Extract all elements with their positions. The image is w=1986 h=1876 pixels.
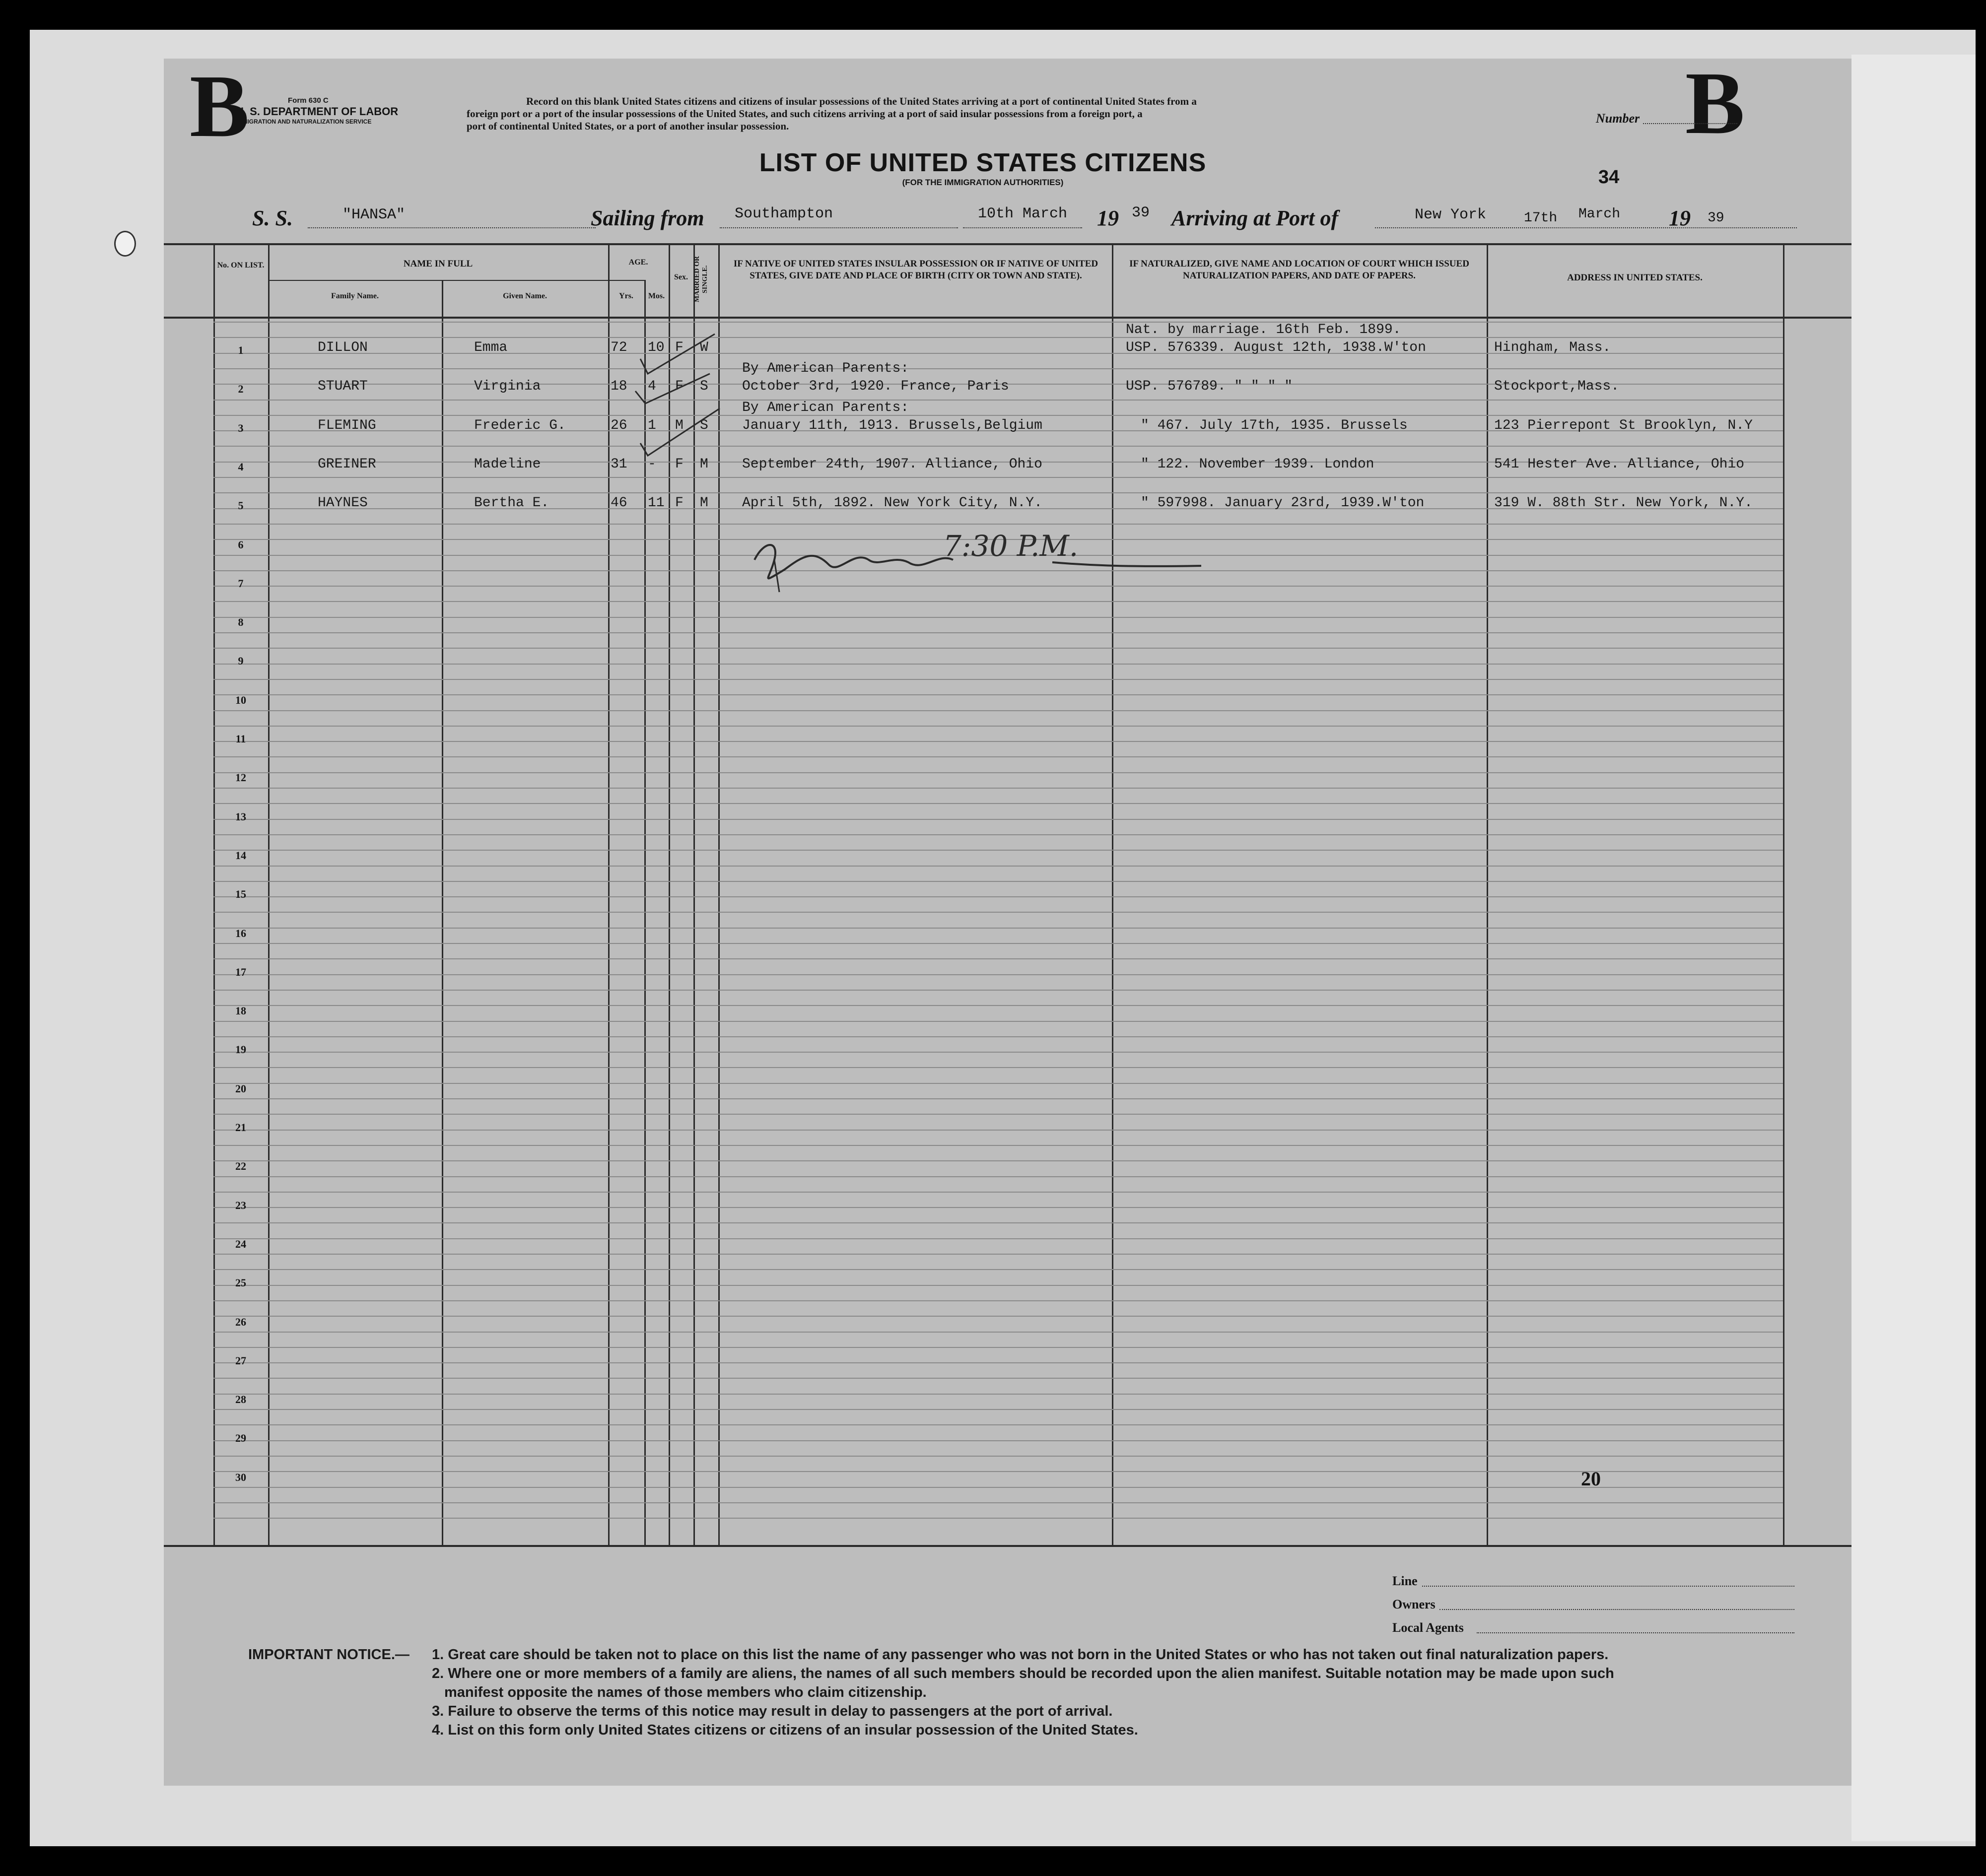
ruled-line [213,912,1783,913]
row-number: 6 [238,538,244,551]
ruled-line [213,741,1783,742]
page-number: 34 [1598,167,1620,188]
letter-mark-left: B [190,57,250,155]
row-number: 23 [235,1199,246,1211]
birth-info-cell: October 3rd, 1920. France, Paris [742,379,1009,395]
check-marks [611,329,769,478]
marital-status-cell: S [700,379,708,395]
ruled-line [213,803,1783,804]
row-number: 28 [235,1393,246,1406]
sex-header: Sex. [674,273,688,281]
ruled-line [213,1332,1783,1333]
col-border [1487,243,1488,1545]
ruled-line [213,1098,1783,1099]
sex-cell: F [675,456,684,472]
ruled-line [213,850,1783,851]
ruled-line [213,1145,1783,1146]
age-months-cell: 11 [648,495,665,511]
row-number: 1 [238,344,244,356]
given-name-cell: Virginia [474,379,541,395]
birth-info-cell: By American Parents: [742,400,909,415]
back-sheet-edge [1851,55,1976,1841]
page-title: LIST OF UNITED STATES CITIZENS [759,148,1207,177]
row-number: 11 [235,733,246,745]
age-months-cell: 4 [648,379,656,395]
ruled-line [213,1192,1783,1193]
given-name-cell: Bertha E. [474,495,549,511]
ruled-line [213,772,1783,773]
ruled-line [213,1021,1783,1022]
notice-item-2: 2. Where one or more members of a family are aliens, the names of all such members should be recorded upon the alien manifest. Suitable notation may be made upon such [432,1666,1614,1681]
naturalization-cell: " 467. July 17th, 1935. Brussels [1141,417,1408,433]
address-column-header: ADDRESS IN UNITED STATES. [1567,272,1703,283]
ruled-line [213,1130,1783,1131]
row-number: 7 [238,577,244,590]
age-header: AGE. [628,258,648,267]
sailing-date-line [963,227,1082,228]
col-border [213,243,215,1545]
total-count: 20 [1581,1468,1601,1490]
given-name-cell: Frederic G. [474,417,566,433]
birth-column-header: IF NATIVE OF UNITED STATES INSULAR POSSESSION OR IF NATIVE OF UNITED STATES, GIVE DATE AND PLACE OF BIRTH (CITY OR TOWN AND STATE). [733,259,1098,281]
row-number: 22 [235,1160,246,1173]
years-header: Yrs. [619,292,633,300]
ship-line [308,227,596,228]
col-border [608,243,610,1545]
ruled-line [213,1067,1783,1068]
instructions [467,95,1708,133]
sailing-line [720,227,958,228]
marital-status-cell: M [700,495,708,511]
family-name-cell: DILLON [318,340,368,355]
marital-status-cell: S [700,417,708,433]
family-name-cell: STUART [318,379,368,395]
row-number: 30 [235,1471,246,1483]
row-number: 26 [235,1315,246,1328]
instructions-line: port of continental United States, or a port of another insular possession. [467,120,789,132]
form-number: Form 630 C [288,96,329,105]
ruled-line [213,943,1783,944]
line-field [1422,1586,1794,1587]
birth-info-cell: January 11th, 1913. Brussels,Belgium [742,417,1042,433]
ruled-line [213,1083,1783,1084]
months-header: Mos. [648,292,665,300]
ruled-line [213,928,1783,929]
row-number: 10 [235,693,246,706]
notice-item-1: 1. Great care should be taken not to place on this list the name of any passenger who was not born in the United States or who has not taken out final naturalization papers. [432,1647,1609,1663]
address-cell: Stockport,Mass. [1494,379,1620,395]
line-label: Line [1392,1574,1418,1588]
naturalized-column-header: IF NATURALIZED, GIVE NAME AND LOCATION OF COURT WHICH ISSUED NATURALIZATION PAPERS, AND DATE OF PAPERS. [1129,259,1469,281]
age-months-cell: - [648,456,656,472]
row-number: 14 [235,849,246,862]
ruled-line [213,1269,1783,1270]
ss-label: S. S. [252,206,293,230]
ruled-line [213,524,1783,525]
marital-status-cell: M [700,456,708,472]
punch-hole [114,231,136,257]
manifest-sheet [164,54,1851,1786]
ruled-line [213,1238,1783,1239]
ruled-line [213,788,1783,789]
notice-label: IMPORTANT NOTICE.— [248,1647,410,1663]
ship-name: "HANSA" [342,206,406,223]
sailing-date: 10th March [978,205,1068,222]
ruled-line [213,1456,1783,1457]
agents-field [1477,1632,1794,1633]
name-in-full-header: NAME IN FULL [403,259,473,269]
col-border [268,243,270,1545]
marital-status-cell: W [700,340,708,355]
address-cell: 319 W. 88th Str. New York, N.Y. [1494,495,1753,511]
sex-cell: F [675,340,684,355]
table-top-border [164,243,1851,245]
ruled-line [213,1285,1783,1286]
ruled-line [213,1471,1783,1472]
ruled-line [213,1440,1783,1441]
arriving-label: Arriving at Port of [1171,206,1339,230]
department: U. S. DEPARTMENT OF LABOR [236,105,399,118]
ruled-line [213,415,1783,416]
birth-info-cell: September 24th, 1907. Alliance, Ohio [742,456,1042,472]
address-cell: 541 Hester Ave. Alliance, Ohio [1494,456,1745,472]
sex-cell: F [675,379,684,395]
notice-item-4: 4. List on this form only United States citizens or citizens of an insular possession of the United States. [432,1722,1138,1738]
ruled-line [213,1347,1783,1348]
ruled-line [213,1424,1783,1425]
marital-status-header: MARRIED OR SINGLE. [693,256,709,303]
arrival-year: 39 [1708,210,1724,226]
page-subtitle: (FOR THE IMMIGRATION AUTHORITIES) [902,178,1064,187]
age-months-cell: 10 [648,340,665,355]
ruled-line [213,337,1783,338]
ruled-line [213,400,1783,401]
sailing-from: Southampton [735,205,833,222]
letter-mark-right: B [1685,54,1745,152]
ruled-line [213,1518,1783,1519]
ruled-line [213,726,1783,727]
sex-cell: M [675,417,684,433]
ruled-line [213,990,1783,991]
ruled-line [213,819,1783,820]
no-on-list-header: No. ON LIST. [217,261,265,269]
ruled-line [213,756,1783,757]
age-years-cell: 46 [611,495,627,511]
address-cell: 123 Pierrepont St Brooklyn, N.Y [1494,417,1753,433]
year-prefix: 19 [1097,206,1119,230]
ruled-line [213,1316,1783,1317]
arrival-month: March [1578,206,1621,222]
ruled-line [213,710,1783,711]
ruled-line [213,896,1783,897]
ruled-line [213,1222,1783,1223]
ruled-line [213,632,1783,633]
service: IMMIGRATION AND NATURALIZATION SERVICE [236,118,372,125]
age-years-cell: 72 [611,340,627,355]
sailing-label: Sailing from [591,206,704,230]
row-number: 13 [235,810,246,823]
sailing-year: 39 [1132,204,1150,221]
table-bottom-border [164,1545,1851,1547]
row-number: 24 [235,1237,246,1250]
row-number: 15 [235,888,246,901]
ruled-line [213,368,1783,369]
naturalization-cell: " 122. November 1939. London [1141,456,1374,472]
name-subheader-line [268,280,645,281]
instructions-line: foreign port or a port of the insular possessions of the United States, and such citizens arriving at a port of said insular possessions from a foreign port, a [467,108,1143,120]
birth-info-cell: April 5th, 1892. New York City, N.Y. [742,495,1042,511]
ruled-line [213,617,1783,618]
arriving-line [1375,227,1797,228]
sex-cell: F [675,495,684,511]
ruled-line [213,834,1783,835]
naturalization-cell: " 597998. January 23rd, 1939.W'ton [1141,495,1425,511]
ruled-line [213,866,1783,867]
col-border [1112,243,1113,1545]
row-number: 20 [235,1082,246,1095]
ruled-line [213,1160,1783,1161]
header-bottom-border [164,317,1851,319]
ruled-line [213,1254,1783,1255]
row-number: 5 [238,499,244,512]
row-number: 19 [235,1043,246,1056]
ruled-line [213,322,1783,323]
ruled-line [213,1114,1783,1115]
age-months-cell: 1 [648,417,656,433]
row-number: 12 [235,771,246,784]
ruled-line [213,1502,1783,1503]
number-line [1643,123,1737,124]
instructions-line: Record on this blank United States citizens and citizens of insular possessions of the United States arriving at a port of continental United States from a [526,95,1197,107]
naturalization-cell: USP. 576789. " " " " [1126,379,1293,395]
number-label: Number [1596,111,1640,126]
ruled-line [213,1036,1783,1037]
age-years-cell: 26 [611,417,627,433]
ruled-line [213,1300,1783,1301]
notice-item-3: 3. Failure to observe the terms of this notice may result in delay to passengers at the port of arrival. [432,1703,1113,1719]
row-number: 17 [235,965,246,978]
given-name-cell: Emma [474,340,508,355]
row-number: 29 [235,1432,246,1445]
ruled-line [213,648,1783,649]
ruled-line [213,1207,1783,1208]
family-name-cell: GREINER [318,456,376,472]
ruled-line [213,1176,1783,1177]
col-border [1783,243,1784,1545]
ruled-line [213,974,1783,975]
owners-label: Owners [1392,1597,1436,1611]
agents-label: Local Agents [1392,1620,1464,1635]
notice-item-2-cont: manifest opposite the names of those members who claim citizenship. [444,1684,927,1700]
ruled-line [213,958,1783,959]
naturalization-cell: USP. 576339. August 12th, 1938.W'ton [1126,340,1426,355]
row-number: 18 [235,1005,246,1017]
ruled-line [213,492,1783,493]
ruled-line [213,664,1783,665]
ruled-line [213,477,1783,478]
arrival-day: 17th [1524,210,1558,226]
family-name-cell: FLEMING [318,417,376,433]
row-number: 9 [238,655,244,668]
row-number: 3 [238,421,244,434]
handwritten-time: 7:30 P.M. [943,529,1079,563]
ruled-line [213,446,1783,447]
ruled-line [213,1487,1783,1488]
family-name-cell: HAYNES [318,495,368,511]
birth-info-cell: By American Parents: [742,361,909,377]
ruled-line [213,1409,1783,1410]
owners-field [1439,1609,1794,1610]
ruled-line [213,1362,1783,1363]
row-number: 27 [235,1354,246,1367]
row-number: 25 [235,1276,246,1289]
ruled-line [213,601,1783,602]
ruled-line [213,1052,1783,1053]
family-name-header: Family Name. [331,292,379,300]
row-number: 16 [235,927,246,939]
arriving-port: New York [1415,206,1487,223]
ruled-line [213,694,1783,695]
row-number: 4 [238,460,244,473]
naturalization-cell: Nat. by marriage. 16th Feb. 1899. [1126,322,1401,337]
row-number: 8 [238,616,244,629]
row-number: 2 [238,383,244,396]
year-prefix: 19 [1669,206,1691,230]
given-name-header: Given Name. [503,292,547,300]
row-number: 21 [235,1121,246,1134]
age-years-cell: 18 [611,379,627,395]
ruled-line [213,1394,1783,1395]
age-years-cell: 31 [611,456,627,472]
ruled-line [213,881,1783,882]
address-cell: Hingham, Mass. [1494,340,1611,355]
ruled-line [213,679,1783,680]
ruled-line [213,1005,1783,1006]
given-name-cell: Madeline [474,456,541,472]
ruled-line [213,1378,1783,1379]
